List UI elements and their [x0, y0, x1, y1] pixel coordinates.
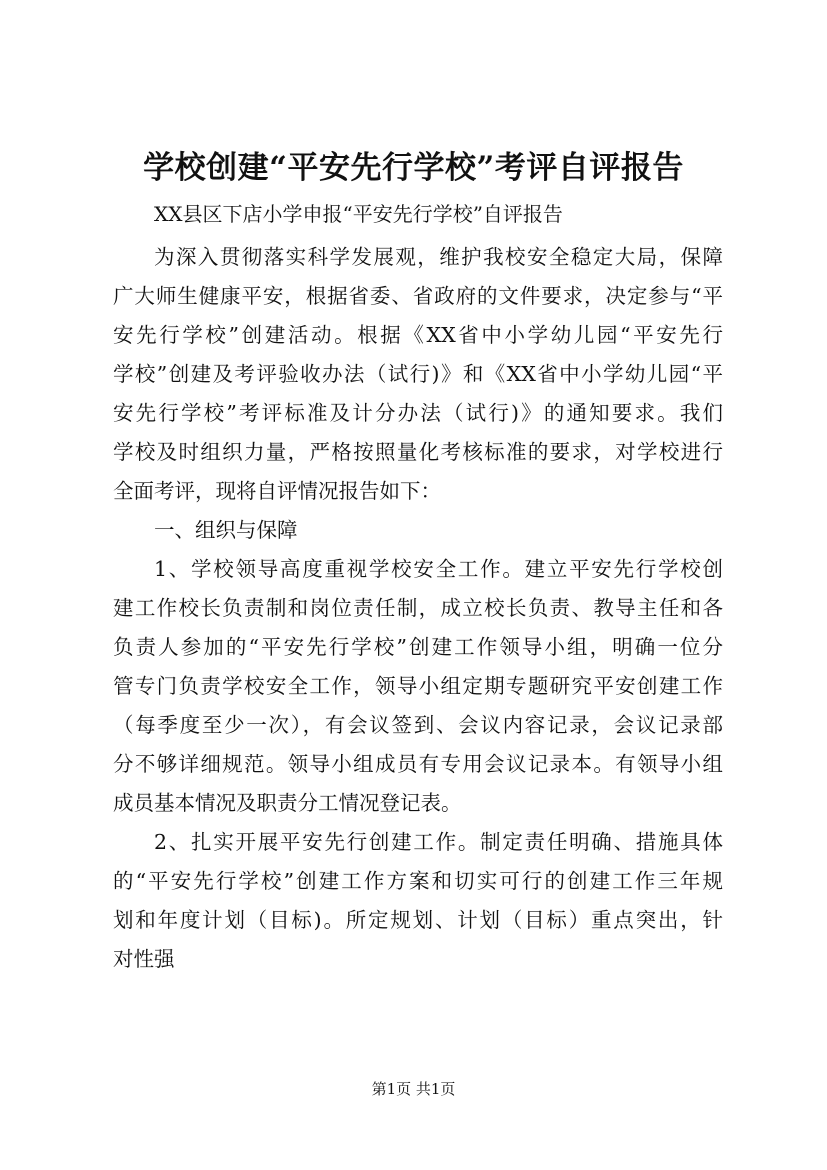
text-line: 安先行学校”考评标准及计分办法（试行)》的通知要求。我们	[113, 401, 723, 425]
text-line: 划和年度计划（目标)。所定规划、计划（目标）重点突出，针	[113, 908, 723, 932]
text-line: 管专门负责学校安全工作，领导小组定期专题研究平安创建工作	[113, 674, 723, 698]
text-line: 1、学校领导高度重视学校安全工作。建立平安先行学校创	[154, 557, 723, 581]
text-line: 广大师生健康平安，根据省委、省政府的文件要求，决定参与“平	[113, 284, 723, 308]
text-line: 2、扎实开展平安先行创建工作。制定责任明确、措施具体	[154, 830, 723, 854]
text-line: 学校及时组织力量，严格按照量化考核标准的要求，对学校进行	[113, 440, 723, 464]
paragraph-item-2	[113, 823, 723, 979]
text-line: 的“平安先行学校”创建工作方案和切实可行的创建工作三年规	[113, 869, 723, 893]
text-line: 安先行学校”创建活动。根据《XX省中小学幼儿园“平安先行	[113, 323, 723, 347]
document-body	[113, 238, 723, 979]
text-line: 一、组织与保障	[154, 518, 298, 542]
page-footer: 第1页 共1页	[371, 1080, 456, 1098]
text-line: 为深入贯彻落实科学发展观，维护我校安全稳定大局，保障	[154, 245, 723, 269]
text-line: 学校”创建及考评验收办法（试行)》和《XX省中小学幼儿园“平	[113, 362, 723, 386]
document-title: 学校创建“平安先行学校”考评自评报告	[143, 150, 684, 186]
text-line: 对性强	[113, 947, 175, 971]
text-line: 建工作校长负责制和岗位责任制，成立校长负责、教导主任和各	[113, 596, 723, 620]
section-heading	[113, 511, 723, 550]
text-line: 分不够详细规范。领导小组成员有专用会议记录本。有领导小组	[113, 752, 723, 776]
text-line: 全面考评，现将自评情况报告如下：	[113, 479, 441, 503]
text-line: （每季度至少一次），有会议签到、会议内容记录，会议记录部	[113, 713, 723, 737]
paragraph-item-1	[113, 550, 723, 823]
paragraph-intro	[113, 238, 723, 511]
document-subtitle: XX县区下店小学申报“平安先行学校”自评报告	[154, 202, 563, 226]
text-line: 成员基本情况及职责分工情况登记表。	[113, 791, 462, 815]
text-line: 负责人参加的“平安先行学校”创建工作领导小组，明确一位分	[113, 635, 723, 659]
